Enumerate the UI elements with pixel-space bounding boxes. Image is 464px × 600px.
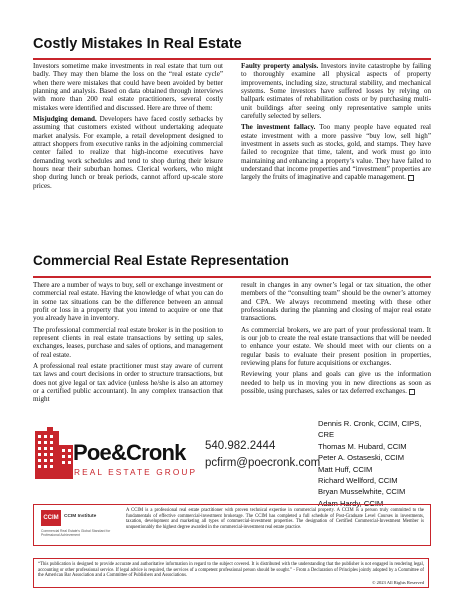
ccim-logo-caption: CCIM Institute	[64, 514, 97, 519]
lead-in: Faulty property analysis.	[241, 62, 319, 70]
paragraph-body: Investors invite catastrophe by failing to thoroughly examine all physical aspects of property improvements, including size, structural stability, and mechanical systems. Some investors have suffered losses by relying on ballpark estimates of rehabilitation costs or by purchasing multi-unit buildings after seeing only representative sample units carefully selected by sellers.	[241, 62, 431, 121]
article1-title: Costly Mistakes In Real Estate	[33, 36, 242, 52]
ccim-logo: CCIM	[41, 510, 61, 526]
end-square-icon	[409, 389, 415, 395]
ccim-logo-subcaption: Commercial Real Estate's Global Standard for Professional Achievement	[41, 529, 111, 538]
paragraph-body: Too many people have equated real estate investment with a more passive “buy low, sell high” investment in assets such as stocks, gold, and stamps. They have failed to recognize that time, talent, and work must go into maintaining and enhancing a property’s value. They have failed to understand that income properties and “investment” properties are largely the fruits of imaginative and capable management.	[241, 123, 431, 182]
ccim-box	[33, 504, 431, 546]
agent-name: Dennis R. Cronk, CCIM, CIPS, CRE	[318, 419, 422, 440]
paragraph-body: Developers have faced costly setbacks by assuming that customers existed without undertaking adequate market analysis. For example, a retail development designed to attract shoppers from executive ranks in the adjoining commercial center failed to realize that high-income executives have demanding work schedules and tend to shop during their leisure hours near their suburban homes. Clerical workers, who might shop during lunch or break periods, cannot afford up-scale store prices.	[33, 115, 223, 190]
company-phone: 540.982.2444	[205, 440, 276, 452]
article1-paragraph	[241, 123, 431, 181]
agent-name: Adam Hardy, CCIM	[318, 498, 384, 508]
article2-right-column	[241, 281, 431, 398]
article2-left-column	[33, 281, 223, 407]
article1-paragraph	[33, 115, 223, 190]
article2-paragraph	[241, 370, 431, 395]
article2-paragraph: A professional real estate practitioner must stay aware of current tax laws and court decisions in order to structure transactions, but does not give legal or tax advice (unless he/she is also an attorney or a certified public accountant). In any complex transaction that might	[33, 362, 223, 404]
lead-in: The investment fallacy.	[241, 123, 316, 132]
article1-right-column	[241, 62, 431, 185]
end-square-icon	[408, 175, 414, 181]
agent-name: Peter A. Ostaseski, CCIM	[318, 453, 405, 463]
disclaimer-box	[33, 558, 429, 588]
lead-in: Misjudging demand.	[33, 115, 97, 124]
ccim-description: A CCIM is a professional real estate practitioner with proven technical expertise in commercial property. A CCIM is a person truly committed to the fundamentals of effective commercial-investment brokerage. The CCIM has completed a full schedule of Post-Graduate Level Courses in investments, taxation, development and marketing all types of commercial-investment properties. The designation of Certified Commercial-Investment Member is unquestionably the highest degree awarded in the commercial-investment real estate practice.	[126, 508, 424, 530]
company-email[interactable]: pcfirm@poecronk.com	[205, 457, 321, 469]
article2-paragraph: result in changes in any owner’s legal or tax situation, the other members of the “consulting team” should be the owner’s attorney and CPA. We always recommend meeting with these other professionals during the planning and closing of major real estate transactions.	[241, 281, 431, 323]
company-logo	[33, 425, 198, 481]
article1-paragraph: Investors sometime make investments in real estate that turn out badly. They may then blame the loss on the “real estate cycle” when there were mistakes that could have been avoided by better planning and analysis. Based on data obtained through interviews with more than 200 real estate practitioners, several costly mistakes were identified and discussed. Here are three of them:	[33, 62, 223, 112]
article2-paragraph: The professional commercial real estate broker is in the position to represent clients in real estate transactions by setting up sales, exchanges, leases, purchase and sales of options, and management of real estate.	[33, 325, 223, 359]
disclaimer-text: “This publication is designed to provide accurate and authoritative information in regard to the subject covered. It is distributed with the understanding that the publisher is not engaged in rendering legal, accounting or other professional service. If legal advice is required, the services of a competent professional person should be sought.” - From a Declaration of Principles jointly adopted by a Committee of the American Bar Association and a Committee of Publishers and Associations.	[38, 562, 424, 579]
article1-paragraph	[241, 62, 431, 120]
agent-name: Bryan Musselwhite, CCIM	[318, 487, 406, 497]
paragraph-body: Reviewing your plans and goals can give us the information needed to help us in moving you in new directions as soon as possible, using purchases, sales or tax deferred exchanges.	[241, 370, 431, 396]
article2-rule	[33, 276, 431, 278]
article1-rule	[33, 58, 431, 60]
agent-name: Matt Huff, CCIM	[318, 464, 373, 474]
article2-title: Commercial Real Estate Representation	[33, 253, 289, 268]
agent-list	[318, 418, 433, 509]
agent-name: Thomas M. Hubard, CCIM	[318, 441, 407, 451]
article1-left-column	[33, 62, 223, 193]
agent-name: Richard Wellford, CCIM	[318, 476, 398, 486]
copyright: © 2023 All Rights Reserved	[372, 580, 424, 585]
company-subtitle: REAL ESTATE GROUP	[74, 467, 198, 477]
article2-paragraph: As commercial brokers, we are part of your professional team. It is our job to create the real estate transactions that will be needed to enhance your estate. We should meet with our clients on a regular basis to evaluate their present position in properties, reviewing plans for future acquisitions or exchanges.	[241, 325, 431, 368]
building-logo-icon	[33, 425, 75, 479]
company-name: Poe&Cronk	[73, 440, 186, 465]
article2-paragraph: There are a number of ways to buy, sell or exchange investment or commercial real estate. Having the knowledge of what you can do in some tax situations can be the difference between an annual profit or loss in a property that you intend to acquire or one that you already have in inventory.	[33, 281, 223, 323]
